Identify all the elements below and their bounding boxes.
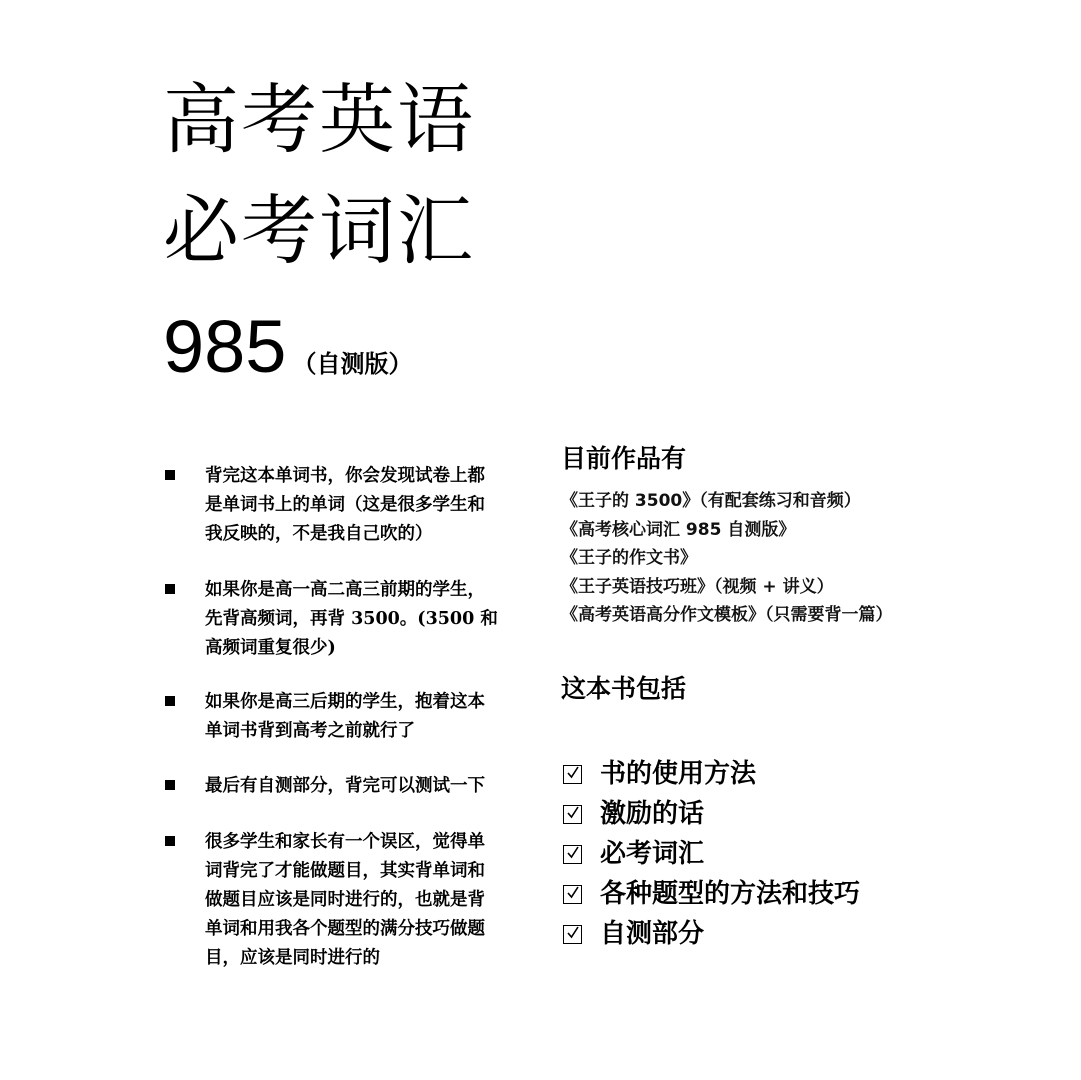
checklist-label: 自测部分 (600, 919, 705, 949)
checklist-item (561, 914, 860, 954)
word-count-number: 985 (163, 305, 287, 388)
square-bullet-icon (165, 584, 175, 594)
title-line-2: 必考词汇 (163, 186, 475, 275)
title-line-1: 高考英语 (163, 75, 475, 164)
work-item: 《高考英语高分作文模板》（只需要背一篇） (561, 605, 893, 625)
checkbox-checked-icon (563, 765, 582, 784)
checklist-item (561, 874, 860, 914)
bullet-text: 最后有自测部分，背完可以测试一下 (205, 776, 485, 796)
checklist-label: 必考词汇 (600, 839, 705, 869)
checkbox-checked-icon (563, 885, 582, 904)
checkbox-checked-icon (563, 925, 582, 944)
bullet-text: 如果你是高三后期的学生，抱着这本 单词书背到高考之前就行了 (205, 692, 485, 741)
work-item: 《王子的 3500》（有配套练习和音频） (561, 491, 861, 511)
bullet-item (163, 688, 523, 746)
square-bullet-icon (165, 696, 175, 706)
work-item: 《王子英语技巧班》（视频 + 讲义） (561, 576, 834, 597)
work-item: 《高考核心词汇 985 自测版》 (561, 519, 796, 540)
bullet-item (163, 462, 523, 549)
works-list (561, 487, 893, 630)
square-bullet-icon (165, 470, 175, 480)
checklist-item (561, 754, 860, 794)
checkbox-checked-icon (563, 805, 582, 824)
checklist-label: 书的使用方法 (600, 759, 757, 789)
contents-checklist (561, 754, 860, 954)
bullet-item (163, 576, 523, 663)
bullet-item (163, 828, 523, 973)
checkbox-checked-icon (563, 845, 582, 864)
bullet-text: 如果你是高一高二高三前期的学生， 先背高频词，再背 3500。(3500 和 高频词重复很少) (205, 580, 498, 658)
bullet-item (163, 772, 523, 801)
square-bullet-icon (165, 836, 175, 846)
square-bullet-icon (165, 780, 175, 790)
checklist-item (561, 794, 860, 834)
title-number-row (163, 305, 413, 388)
works-heading: 目前作品有 (561, 444, 687, 473)
contents-heading: 这本书包括 (561, 674, 687, 703)
checklist-label: 激励的话 (600, 799, 705, 829)
checklist-label: 各种题型的方法和技巧 (600, 879, 861, 909)
checklist-item (561, 834, 860, 874)
edition-label: （自测版） (292, 350, 413, 378)
work-item: 《王子的作文书》 (561, 548, 697, 568)
bullet-text: 很多学生和家长有一个误区，觉得单 词背完了才能做题目，其实背单词和 做题目应该是同时进行的，也就是背 单词和用我各个题型的满分技巧做题 目，应该是同时进行的 (205, 832, 485, 968)
bullet-text: 背完这本单词书，你会发现试卷上都 是单词书上的单词（这是很多学生和 我反映的，不是我自己吹的） (205, 466, 485, 544)
